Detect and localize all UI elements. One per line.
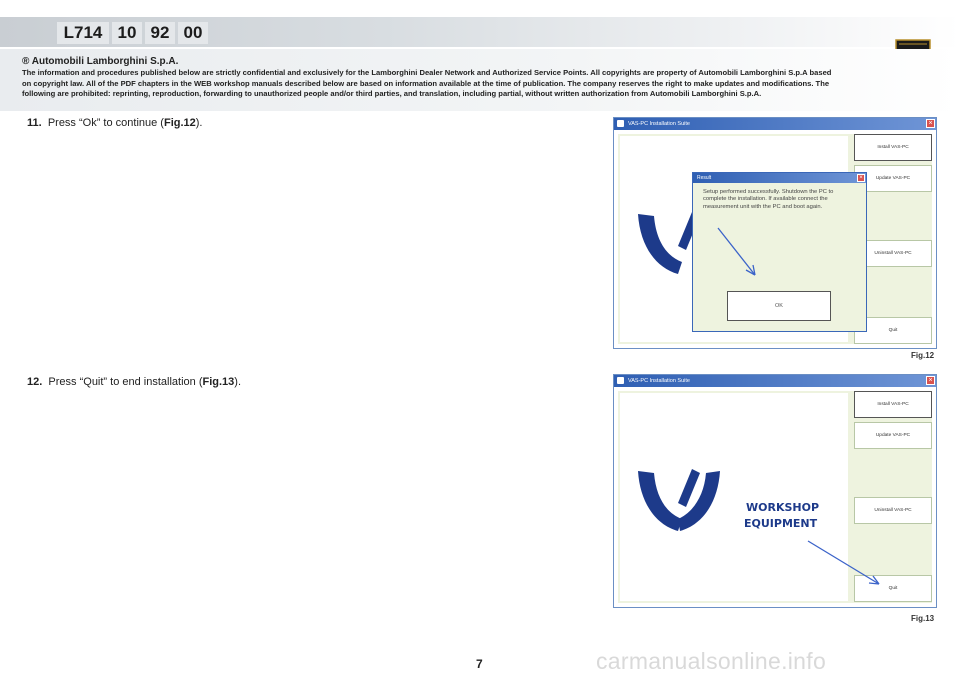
window-title: VAS-PC Installation Suite [628, 121, 690, 127]
step-text: Press “Quit” to end installation ( [48, 376, 203, 388]
arrow-to-quit-icon [805, 538, 885, 588]
uninstall-button[interactable]: Uninstall VAS-PC [854, 240, 932, 267]
window-title-bar [614, 375, 936, 387]
model-code: L714 [63, 23, 103, 42]
installer-window-fig12 [613, 117, 937, 349]
step-11 [27, 117, 203, 129]
notice-text: The information and procedures published below are strictly confidential and exclusively for the Lamborghini Dealer Network and Authorized Service Points. All copyrights are property of Automobili Lamborghini S.p.A based on copyright law. All of the PDF chapters in the WEB workshop manuals described below are based on information available at the time of publication. The company reserves the right to make updates and modifications. The following are prohibited: reprinting, reproduction, forwarding to unauthorized people and/or third parties, and translation, including partial, without written authorization from Automobili Lamborghini S.p.A. [22, 68, 832, 99]
logo-line-2: EQUIPMENT [744, 517, 818, 530]
step-text: Press “Ok” to continue ( [47, 117, 164, 129]
update-button[interactable]: Update VAS-PC [854, 165, 932, 192]
step-12 [27, 376, 241, 388]
group-code: 10 [117, 23, 137, 42]
section-code: 00 [183, 23, 203, 42]
dialog-title: Result [697, 175, 712, 181]
ok-button[interactable]: OK [727, 291, 831, 321]
dialog-message: Setup performed successfully. Shutdown the PC to complete the installation. If available connect the measurement unit with the PC and boot again. [703, 189, 834, 210]
window-title: VAS-PC Installation Suite [628, 378, 690, 384]
notice-title: ® Automobili Lamborghini S.p.A. [22, 56, 179, 67]
close-icon[interactable]: × [926, 376, 935, 385]
step-fig-ref: Fig.12 [163, 117, 196, 129]
quit-button[interactable]: Quit [854, 317, 932, 344]
step-fig-ref: Fig.13 [202, 376, 235, 388]
dialog-title-bar [693, 173, 866, 183]
dialog-close-icon[interactable]: × [857, 174, 865, 182]
header-bar [0, 17, 960, 47]
app-icon [617, 377, 624, 384]
quit-button[interactable]: Quit [854, 575, 932, 602]
watermark: carmanualsonline.info [596, 648, 827, 674]
copyright-notice [22, 56, 834, 100]
uninstall-button[interactable]: Uninstall VAS-PC [854, 497, 932, 524]
install-button[interactable]: Install VAS-PC [854, 134, 932, 161]
logo-line-1: WORKSHOP [746, 501, 820, 514]
fig12-caption: Fig.12 [911, 351, 935, 360]
fig13-caption: Fig.13 [911, 614, 935, 623]
arrow-to-ok-icon [715, 225, 765, 285]
install-button[interactable]: Install VAS-PC [854, 391, 932, 418]
page-number: 7 [476, 657, 483, 671]
app-icon [617, 120, 624, 127]
close-icon[interactable]: × [926, 119, 935, 128]
update-button[interactable]: Update VAS-PC [854, 422, 932, 449]
window-body [618, 134, 932, 344]
step-text-end: ). [195, 117, 203, 129]
step-text-end: ). [234, 376, 242, 388]
step-number: 12. [27, 376, 43, 388]
step-number: 11. [27, 117, 42, 129]
subgroup-code: 92 [150, 23, 170, 42]
window-title-bar [614, 118, 936, 130]
installer-window-fig13 [613, 374, 937, 608]
